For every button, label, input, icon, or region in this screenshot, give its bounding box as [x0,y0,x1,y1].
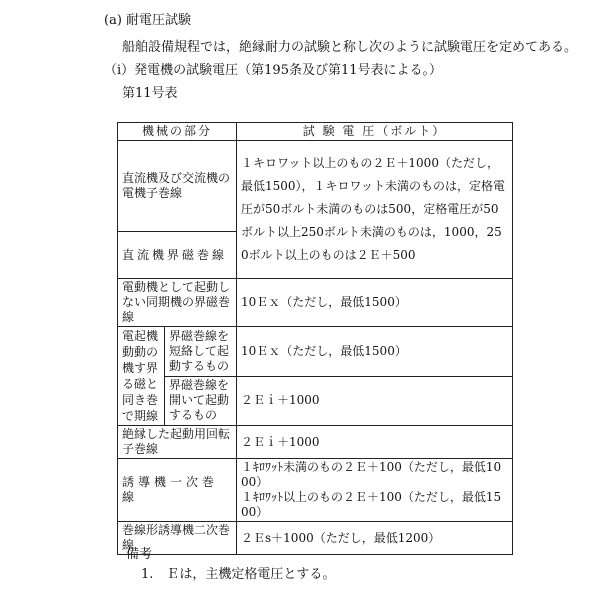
section-heading: (a) 耐電圧試験 [104,13,192,28]
cell-shorted-field-voltage: 10Ｅｘ（ただし，最低1500） [237,327,513,377]
remarks-title: 備考 [126,547,153,562]
cell-wound-rotor-secondary: 巻線形誘導機二次巻線 [118,522,237,555]
table-row [118,522,513,555]
cell-open-field-voltage: ２Ｅｉ＋1000 [237,376,513,426]
voltage-under-1kw: １ｷﾛﾜｯﾄ未満のもの２Ｅ＋100（ただし，最低1000） [241,460,502,489]
header-test-voltage: 試 験 電 圧（ボルト） [237,123,513,141]
cell-starting-rotor-winding: 絶縁した起動用回転子巻線 [118,426,237,459]
cell-induction-primary-winding: 誘導機一次巻線 [118,459,237,522]
intro-paragraph: 船舶設備規程では，絶縁耐力の試験と称し次のように試験電圧を定めてある。 [122,40,578,55]
table-row [118,376,513,426]
cell-shorted-field-start: 界磁巻線を短絡して起動するもの [165,327,237,377]
cell-wound-rotor-voltage: ２Ｅs＋1000（ただし，最低1200） [237,522,513,555]
cell-open-field-start: 界磁巻線を開いて起動するもの [165,376,237,426]
cell-dc-field-winding: 直流機界磁巻線 [118,232,237,279]
table-row [118,459,513,522]
cell-armature-winding: 直流機及び交流機の電機子巻線 [118,141,237,232]
cell-armature-field-voltage: １キロワット以上のもの２Ｅ＋1000（ただし，最低1500），１キロワット未満のものは，定格電圧が50ボルト未満のものは500，定格電圧が50ボルト以上250ボルト未満のものは，1000，250ボルト以上のものは２Ｅ＋500 [237,141,513,279]
cell-synchronous-field-winding: 電動機として起動しない同期機の界磁巻線 [118,279,237,327]
header-machine-part: 機械の部分 [118,123,237,141]
table-header-row [118,123,513,141]
cell-sync-motor-starting: 電起機動動の機す界る磁と同き巻で期線 [118,327,165,426]
remark-1: 1. Ｅは，主機定格電圧とする。 [141,567,336,582]
cell-starting-rotor-voltage: ２Ｅｉ＋1000 [237,426,513,459]
table-row [118,279,513,327]
sub-heading: （ⅰ）発電機の試験電圧（第195条及び第11号表による。） [104,63,443,78]
cell-induction-primary-voltage [237,459,513,522]
table-row [118,426,513,459]
generator-test-voltage-table [117,122,513,555]
voltage-over-1kw: １ｷﾛﾜｯﾄ以上のもの２Ｅ＋100（ただし，最低1500） [241,490,502,519]
table-label: 第11号表 [122,86,178,101]
table-row [118,327,513,377]
table-row [118,141,513,232]
cell-synchronous-field-voltage: 10Ｅｘ（ただし，最低1500） [237,279,513,327]
